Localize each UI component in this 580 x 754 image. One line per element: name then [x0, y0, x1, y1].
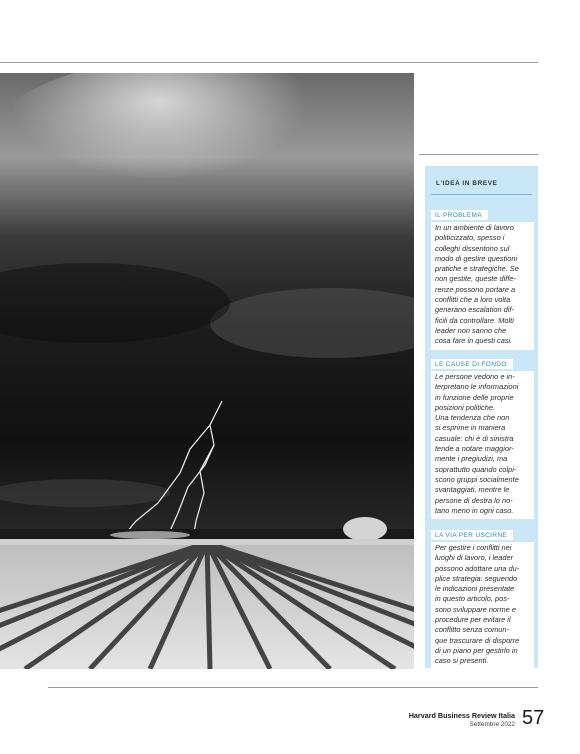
storm-field-photo — [0, 73, 414, 669]
text-line: que trascurare di disporre — [435, 635, 520, 645]
footer-issue-date: Settembre 2022 — [469, 721, 515, 728]
text-line: generano escalation dif- — [435, 305, 514, 315]
text-line: colleghi dissentono sul — [435, 243, 510, 253]
section-root-causes-label: LE CAUSE DI FONDO — [431, 359, 513, 369]
column-rule — [419, 154, 538, 155]
text-line: svantaggiati, mentre le — [435, 485, 510, 495]
text-line: procedure per evitare il — [435, 615, 511, 625]
text-line: conflitto senza comun- — [435, 625, 509, 635]
text-line: scono gruppi socialmente — [435, 474, 519, 484]
section-way-out-label: LA VIA PER USCIRNE — [431, 530, 513, 540]
text-line: le indicazioni presentate — [435, 584, 515, 594]
text-line: modo di gestire questioni — [435, 253, 518, 263]
text-line: mente i pregiudizi, ma — [435, 454, 508, 464]
text-line: Le persone vedono e in- — [435, 372, 515, 381]
text-line: pratiche e strategiche. Se — [435, 264, 519, 274]
top-rule — [0, 62, 538, 63]
section-problem-label: IL PROBLEMA — [431, 210, 488, 220]
text-line: ficili da controllare. Molti — [435, 315, 514, 325]
text-line: luoghi di lavoro, i leader — [435, 553, 514, 563]
text-line: sono sviluppare norme e — [435, 604, 516, 614]
text-line: tano meno in ogni caso. — [435, 505, 514, 515]
section-way-out-body — [431, 542, 534, 670]
text-line: In un ambiente di lavoro — [435, 223, 514, 232]
section-problem-body — [431, 222, 534, 350]
text-line: soprattutto quando colpi- — [435, 464, 517, 474]
text-line: in funzione delle proprie — [435, 392, 514, 402]
text-line: renze possono portare a — [435, 284, 516, 294]
footer-publication: Harvard Business Review Italia — [408, 711, 515, 720]
text-line: persone di destra lo no- — [435, 495, 513, 505]
section-root-causes-body — [431, 371, 534, 519]
idea-in-brief-sidebar — [425, 166, 538, 668]
section-root-causes — [431, 353, 534, 519]
text-line: possono adottare una du- — [435, 563, 520, 573]
text-line: si esprime in maniera — [435, 423, 506, 433]
section-problem — [431, 204, 534, 350]
text-line: posizioni politiche. — [435, 402, 495, 412]
text-line: conflitti che a loro volta — [435, 295, 511, 305]
text-line: terpretano le informazioni — [435, 382, 519, 392]
sidebar-title-rule — [431, 194, 532, 195]
text-line: in questo articolo, pos- — [435, 594, 510, 604]
bottom-rule — [48, 687, 538, 688]
text-line: di un piano per gestirlo in — [435, 645, 518, 655]
text-line: politicizzato, spesso i — [435, 233, 505, 243]
text-line: caso si presenti. — [435, 656, 489, 666]
page-number: 57 — [522, 707, 545, 729]
text-line: Per gestire i conflitti nei — [435, 543, 512, 552]
text-line: tende a notare maggior- — [435, 444, 514, 454]
text-line: Una tendenza che non — [435, 413, 510, 423]
text-line: leader non sanno che — [435, 325, 507, 335]
text-line: cosa fare in questi casi. — [435, 336, 513, 346]
text-line: plice strategia: seguendo — [435, 573, 518, 583]
sidebar-title: L'IDEA IN BREVE — [436, 180, 498, 187]
text-line: casuale: chi è di sinistra — [435, 433, 514, 443]
section-way-out — [431, 524, 534, 670]
text-line: non gestite, queste diffe- — [435, 274, 516, 284]
